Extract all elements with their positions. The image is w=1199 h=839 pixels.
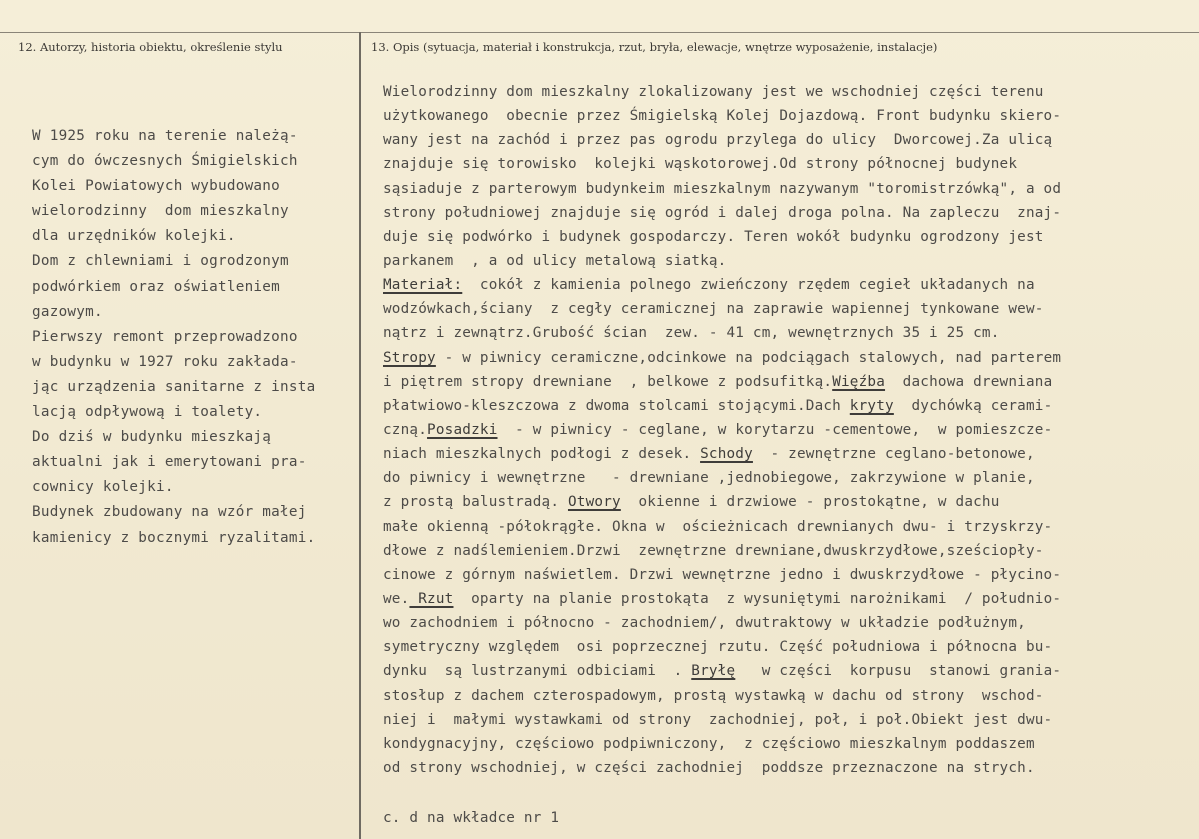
description-line [383, 515, 1193, 539]
description-segment: - w piwnicy - ceglane, w korytarzu -cementowe, w pomieszcze- [497, 421, 1053, 438]
description-line [383, 177, 1193, 201]
description-segment: parkanem , a od ulicy metalową siatką. [383, 252, 727, 269]
description-line [383, 684, 1193, 708]
description-line [383, 370, 1193, 394]
description-segment: symetryczny względem osi poprzecznej rzutu. Część południowa i północna bu- [383, 639, 1053, 656]
description-segment: wo zachodniem i północno - zachodniem/, dwutraktowy w układzie podłużnym, [383, 615, 1026, 632]
description-segment: w części korpusu stanowi grania- [735, 663, 1062, 680]
description-line [383, 201, 1193, 225]
history-line: w budynku w 1927 roku zakłada- [32, 353, 298, 370]
description-segment: stosłup z dachem czterospadowym, prostą wystawką w dachu od strony wschod- [383, 687, 1044, 704]
section-keyword: kryty [849, 397, 894, 414]
description-segment: czną. [383, 421, 428, 438]
section-keyword: Rzut [409, 590, 454, 607]
history-line: cym do ówczesnych Śmigielskich [32, 153, 298, 170]
description-line [383, 394, 1193, 418]
description-segment: sąsiaduje z parterowym budynkeim mieszkalnym nazywanym "toromistrzówką", a od [383, 180, 1062, 197]
description-segment: wany jest na zachód i przez pas ogrodu przylega do ulicy Dworcowej.Za ulicą [383, 132, 1053, 149]
header-description: 13. Opis (sytuacja, materiał i konstrukcja, rzut, bryła, elewacje, wnętrze wyposażenie, instalacje) [371, 40, 938, 54]
history-line: dla urzędników kolejki. [32, 228, 236, 245]
description-line [383, 225, 1193, 249]
history-line: jąc urządzenia sanitarne z insta [32, 378, 316, 395]
description-line [383, 563, 1193, 587]
description-segment: nątrz i zewnątrz.Grubość ścian zew. - 41 cm, wewnętrznych 35 i 25 cm. [383, 325, 1000, 342]
description-line [383, 152, 1193, 176]
description-line [383, 490, 1193, 514]
continuation-note: c. d na wkładce nr 1 [383, 810, 560, 826]
description-line [383, 104, 1193, 128]
history-line: kamienicy z bocznymi ryzalitami. [32, 529, 316, 546]
description-line [383, 539, 1193, 563]
description-line [383, 249, 1193, 273]
history-line: wielorodzinny dom mieszkalny [32, 203, 289, 220]
description-line [383, 418, 1193, 442]
description-line [383, 346, 1193, 370]
description-line [383, 273, 1193, 297]
history-line: Budynek zbudowany na wzór małej [32, 504, 307, 521]
description-segment: użytkowanego obecnie przez Śmigielską Kolej Dojazdową. Front budynku skiero- [383, 108, 1062, 125]
description-line [383, 442, 1193, 466]
description-segment: dychówką cerami- [893, 397, 1053, 414]
description-segment: i piętrem stropy drewniane , belkowe z podsufitką. [383, 373, 833, 390]
description-line [383, 635, 1193, 659]
section-keyword: Otwory [567, 494, 621, 511]
description-segment: z prostą balustradą. [383, 494, 568, 511]
description-line [383, 297, 1193, 321]
description-line [383, 708, 1193, 732]
history-line: Kolei Powiatowych wybudowano [32, 178, 281, 195]
history-line: aktualni jak i emerytowani pra- [32, 454, 307, 471]
history-text-block [32, 124, 357, 551]
section-keyword: Więźba [832, 373, 886, 390]
description-segment: we. [383, 590, 410, 607]
history-line: podwórkiem oraz oświatleniem [32, 278, 281, 295]
history-line: Do dziś w budynku mieszkają [32, 429, 272, 446]
history-line: W 1925 roku na terenie należą- [32, 128, 298, 144]
description-line [383, 611, 1193, 635]
description-segment: strony południowej znajduje się ogród i dalej droga polna. Na zapleczu znaj- [383, 204, 1062, 221]
description-text-block [383, 80, 1193, 780]
description-segment: niach mieszkalnych podłogi z desek. [383, 446, 701, 463]
description-line [383, 659, 1193, 683]
description-segment: niej i małymi wystawkami od strony zachodniej, poł, i poł.Obiekt jest dwu- [383, 711, 1053, 728]
history-line: lacją odpływową i toalety. [32, 404, 263, 421]
description-line [383, 587, 1193, 611]
history-line: gazowym. [32, 303, 103, 320]
column-divider [359, 32, 361, 839]
top-rule [0, 32, 1199, 33]
history-line: Dom z chlewniami i ogrodzonym [32, 253, 289, 270]
history-line: Pierwszy remont przeprowadzono [32, 328, 298, 345]
description-segment: kondygnacyjny, częściowo podpiwniczony, z częściowo mieszkalnym poddaszem [383, 735, 1035, 752]
description-line [383, 321, 1193, 345]
description-segment: znajduje się torowisko kolejki wąskotorowej.Od strony północnej budynek [383, 156, 1018, 173]
description-line [383, 756, 1193, 780]
description-segment: dłowe z nadślemieniem.Drzwi zewnętrzne drewniane,dwuskrzydłowe,sześciopły- [383, 542, 1044, 559]
description-segment: - zewnętrzne ceglano-betonowe, [752, 446, 1035, 463]
description-line [383, 128, 1193, 152]
description-segment: dachowa drewniana [885, 373, 1053, 390]
description-line [383, 466, 1193, 490]
description-segment: od strony wschodniej, w części zachodniej poddsze przeznaczone na strych. [383, 759, 1035, 776]
section-keyword: Bryłę [691, 663, 736, 680]
description-segment: cinowe z górnym naświetlem. Drzwi wewnętrzne jedno i dwuskrzydłowe - płycino- [383, 566, 1062, 583]
description-segment: płatwiowo-kleszczowa z dwoma stolcami stojącymi.Dach [383, 397, 850, 414]
section-keyword: Materiał: [383, 277, 463, 294]
description-segment: małe okienną -półokrągłe. Okna w ościeżnicach drewnianych dwu- i trzyskrzy- [383, 518, 1053, 535]
history-line: cownicy kolejki. [32, 479, 174, 496]
description-segment: Wielorodzinny dom mieszkalny zlokalizowany jest we wschodniej części terenu [383, 84, 1044, 100]
section-keyword: Schody [700, 446, 753, 463]
section-keyword: Posadzki [427, 421, 498, 438]
description-segment: cokół z kamienia polnego zwieńczony rzędem cegieł układanych na [462, 277, 1035, 294]
description-line [383, 80, 1193, 104]
description-segment: do piwnicy i wewnętrzne - drewniane ,jednobiegowe, zakrzywione w planie, [383, 470, 1035, 487]
description-segment: wodzówkach,ściany z cegły ceramicznej na zaprawie wapiennej tynkowane wew- [383, 301, 1044, 318]
header-authors-history: 12. Autorzy, historia obiektu, określenie stylu [18, 40, 283, 54]
description-line [383, 732, 1193, 756]
description-segment: dynku są lustrzanymi odbiciami . [383, 663, 692, 680]
description-segment: - w piwnicy ceramiczne,odcinkowe na podciągach stalowych, nad parterem [435, 349, 1062, 366]
description-segment: duje się podwórko i budynek gospodarczy. Teren wokół budynku ogrodzony jest [383, 228, 1044, 245]
section-keyword: Stropy [383, 349, 436, 366]
description-segment: oparty na planie prostokąta z wysuniętymi narożnikami / południo- [453, 590, 1062, 607]
description-segment: okienne i drzwiowe - prostokątne, w dachu [620, 494, 1000, 511]
